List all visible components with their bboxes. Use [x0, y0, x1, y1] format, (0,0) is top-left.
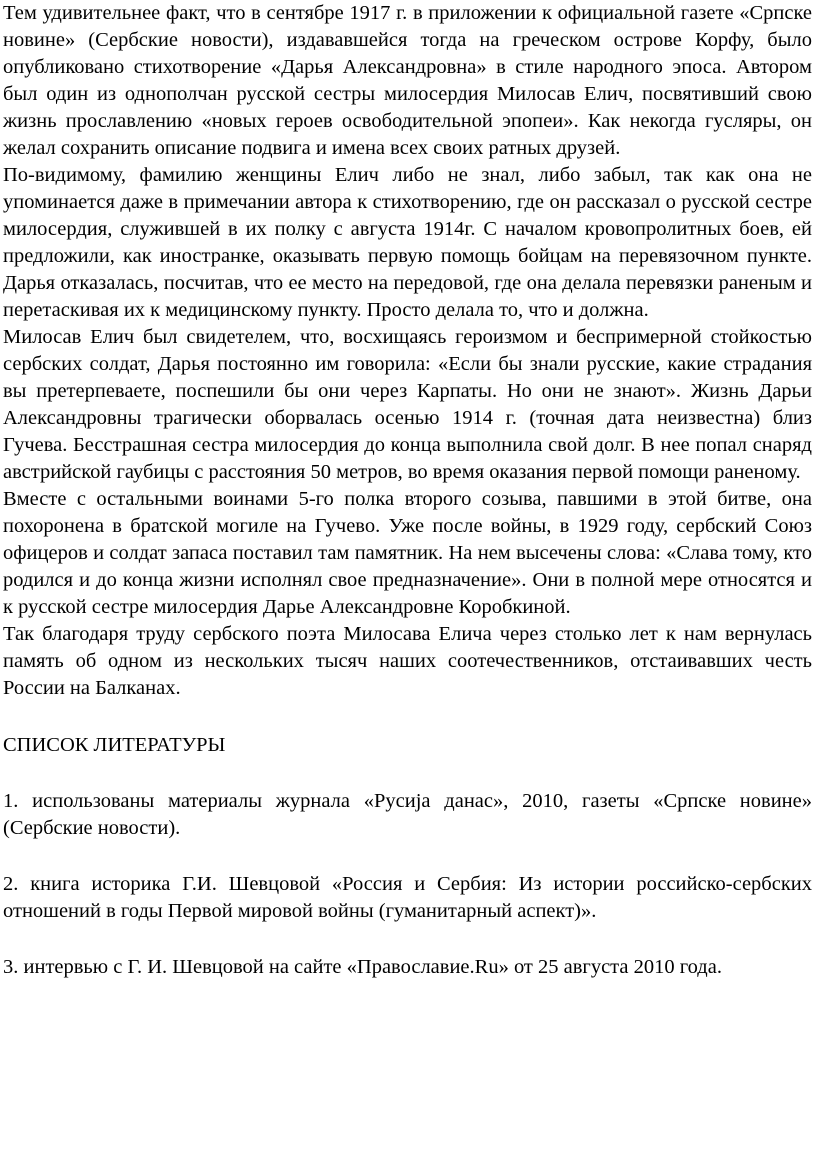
- references-list: [3, 788, 812, 981]
- reference-text: интервью с Г. И. Шевцовой на сайте «Православие.Ru» от 25 августа 2010 года.: [23, 956, 722, 978]
- reference-text: использованы материалы журнала «Русија данас», 2010, газеты «Српске новине» (Сербские новости).: [3, 790, 813, 839]
- reference-item-3: [3, 954, 812, 981]
- reference-text: книга историка Г.И. Шевцовой «Россия и Сербия: Из истории российско-сербских отношений в годы Первой мировой войны (гуманитарный аспект)».: [3, 873, 812, 922]
- paragraph-4: Вместе с остальными воинами 5-го полка второго созыва, павшими в этой битве, она похоронена в братской могиле на Гучево. Уже после войны, в 1929 году, сербский Союз офицеров и солдат запаса поставил там памятник. На нем высечены слова: «Слава тому, кто родился и до конца жизни исполнял свое предназначение». Они в полной мере относятся и к русской сестре милосердия Дарье Александровне Коробкиной.: [3, 488, 812, 618]
- paragraph-2: По-видимому, фамилию женщины Елич либо не знал, либо забыл, так как она не упоминается даже в примечании автора к стихотворению, где он рассказал о русской сестре милосердия, служившей в их полку с августа 1914г. С началом кровопролитных боев, ей предложили, как иностранке, оказывать первую помощь бойцам на перевязочном пункте. Дарья отказалась, посчитав, что ее место на передовой, где она делала перевязки раненым и перетаскивая их к медицинскому пункту. Просто делала то, что и должна.: [3, 164, 812, 321]
- references-heading: СПИСОК ЛИТЕРАТУРЫ: [3, 734, 226, 756]
- reference-number: 1.: [3, 790, 19, 812]
- paragraph-5: Так благодаря труду сербского поэта Милосава Елича через столько лет к нам вернулась память об одном из нескольких тысяч наших соотечественников, отстаивавших честь России на Балканах.: [3, 623, 812, 699]
- reference-item-2: [3, 871, 812, 925]
- paragraph-3: Милосав Елич был свидетелем, что, восхищаясь героизмом и беспримерной стойкостью сербских солдат, Дарья постоянно им говорила: «Если бы знали русские, какие страдания вы претерпеваете, поспешили бы они через Карпаты. Но они не знают». Жизнь Дарьи Александровны трагически оборвалась осенью 1914 г. (точная дата неизвестна) близ Гучева. Бесстрашная сестра милосердия до конца выполнила свой долг. В нее попал снаряд австрийской гаубицы с расстояния 50 метров, во время оказания первой помощи раненому.: [3, 326, 812, 483]
- reference-number: 3.: [3, 956, 19, 978]
- paragraph-1: Тем удивительнее факт, что в сентябре 1917 г. в приложении к официальной газете «Српске новине» (Сербские новости), издававшейся тогда на греческом острове Корфу, было опубликовано стихотворение «Дарья Александровна» в стиле народного эпоса. Автором был один из однополчан русской сестры милосердия Милосав Елич, посвятивший свою жизнь прославлению «новых героев освободительной эпопеи». Как некогда гусляры, он желал сохранить описание подвига и имена всех своих ратных друзей.: [3, 2, 812, 159]
- reference-item-1: [3, 788, 812, 842]
- reference-number: 2.: [3, 873, 19, 895]
